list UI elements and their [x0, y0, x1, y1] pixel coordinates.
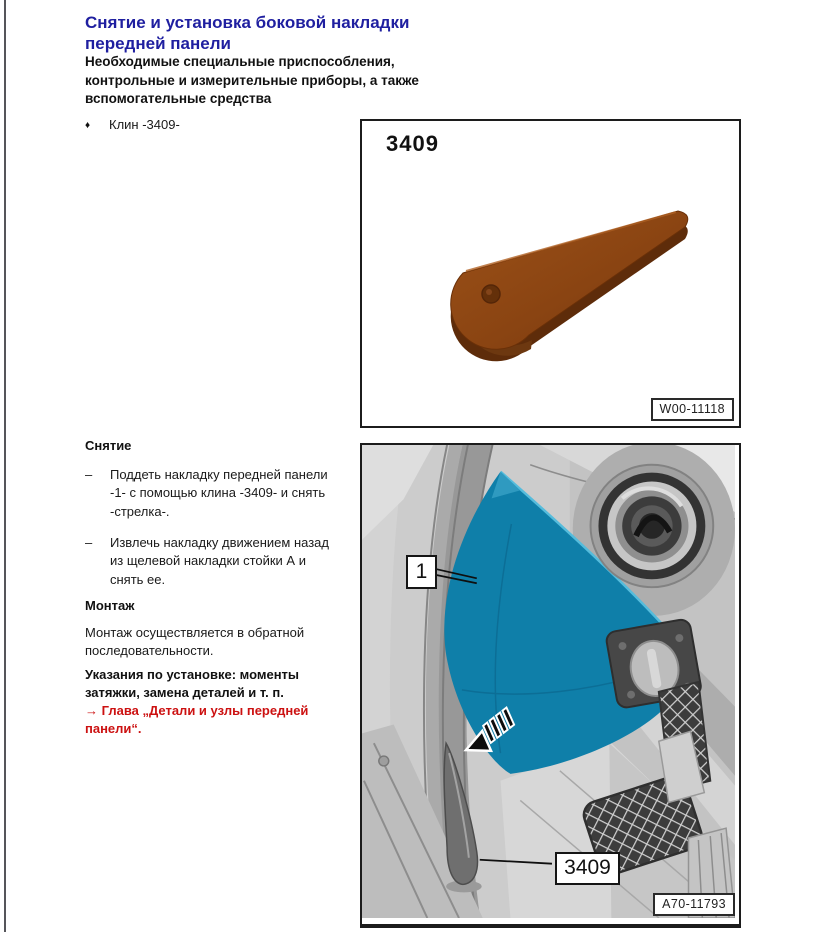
- wedge-tool-body: [451, 211, 688, 349]
- wedge-tool-illustration: [362, 121, 735, 422]
- page-title: Снятие и установка боковой накладки передней панели: [85, 13, 410, 54]
- installation-body: Монтаж осуществляется в обратной последовательности.: [85, 625, 305, 659]
- removal-step-text: Извлечь накладку движением назад из щелевой накладки стойки А и снять ее.: [110, 535, 329, 587]
- sill-hole: [379, 756, 389, 766]
- chapter-cross-reference-link[interactable]: → Глава „Детали и узлы передней панели“.: [85, 702, 309, 736]
- figure1-tool-number-label: 3409: [386, 131, 439, 156]
- removal-heading: Снятие: [85, 438, 132, 453]
- installation-note: [85, 666, 347, 738]
- figure-panel-removal: [360, 443, 741, 928]
- wedge-tool-hole-highlight: [486, 289, 492, 295]
- page-left-rule: [4, 0, 6, 932]
- installation-note-bold: Указания по установке: моменты затяжки, замена деталей и т. п.: [85, 667, 300, 700]
- tool-label-box: 3409: [555, 852, 620, 885]
- figure-wedge-tool: [360, 119, 741, 428]
- air-vent-icon: [591, 465, 714, 587]
- panel-removal-illustration: [362, 445, 735, 918]
- tools-heading: Необходимые специальные приспособления, контрольные и измерительные приборы, а также вспомогательные средства: [85, 54, 419, 107]
- tool-list-item: [85, 116, 347, 134]
- part-label-box: 1: [406, 555, 437, 589]
- dash-bullet: –: [85, 467, 93, 482]
- figure1-caption-box: W00-11118: [651, 398, 734, 421]
- figure2-caption-box: A70-11793: [653, 893, 735, 916]
- dash-bullet: –: [85, 535, 93, 550]
- removal-step: [85, 466, 341, 521]
- installation-heading: Монтаж: [85, 598, 135, 613]
- tool-list-item-label: Клин -3409-: [109, 117, 180, 132]
- removal-step-text: Поддеть накладку передней панели -1- с помощью клина -3409- и снять -стрелка-.: [110, 467, 328, 519]
- diamond-bullet-icon: ♦: [85, 120, 91, 131]
- removal-step: [85, 534, 341, 589]
